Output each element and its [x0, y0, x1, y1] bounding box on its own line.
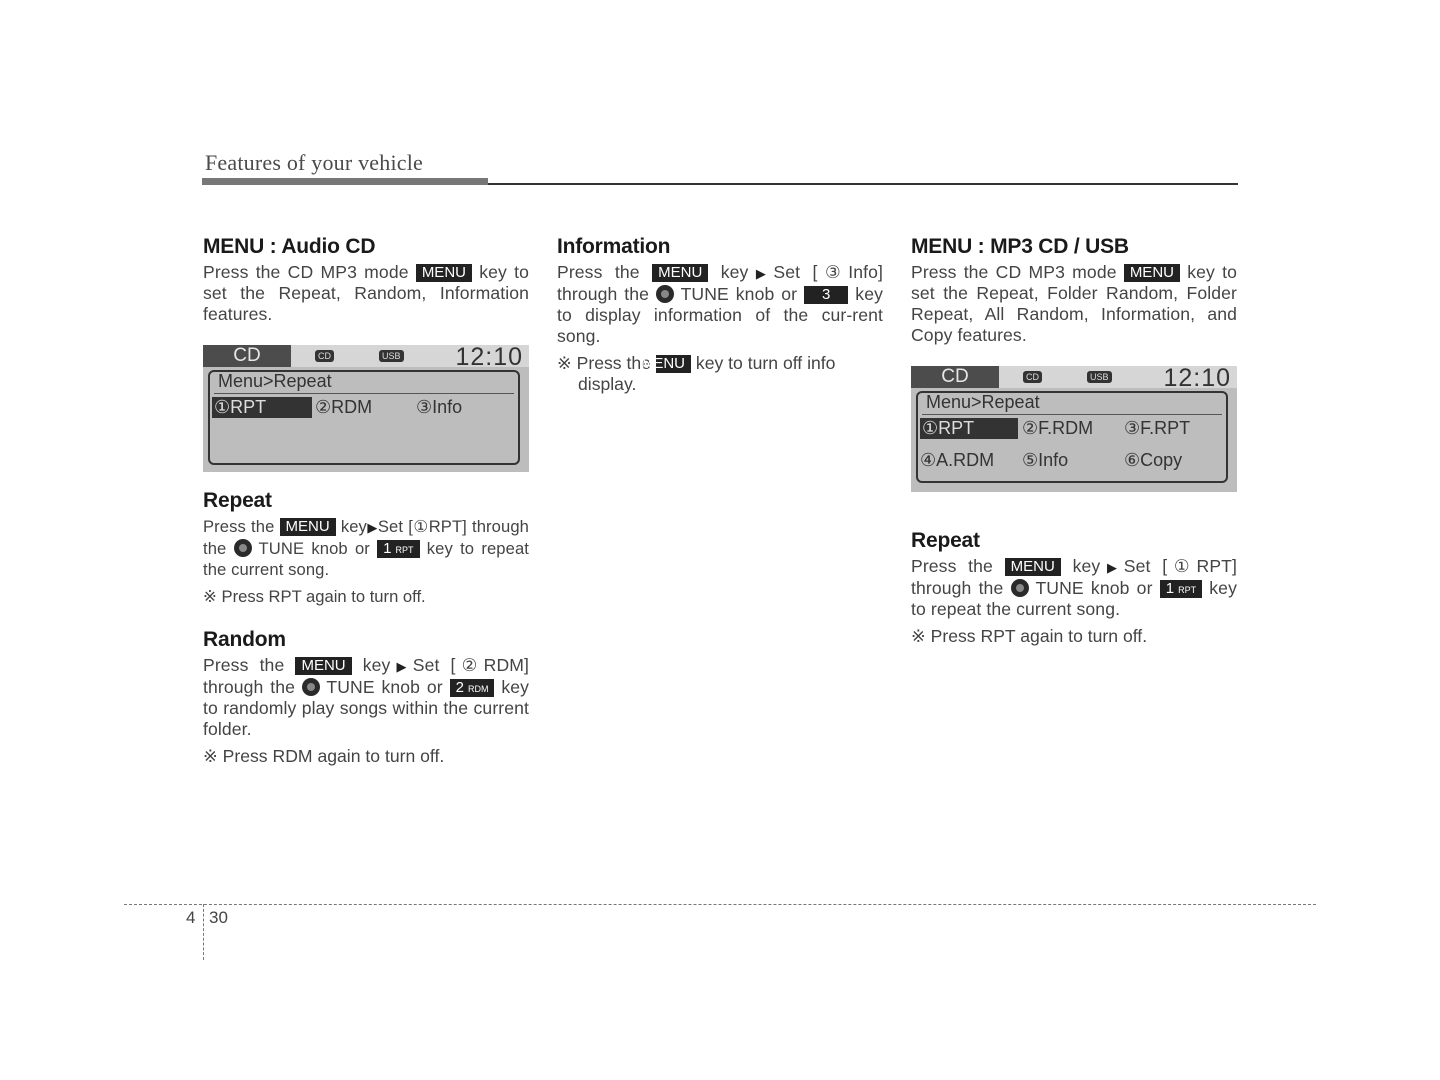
arrow-right-icon: ▶: [1100, 560, 1124, 575]
lcd-divider: [922, 414, 1222, 415]
mp3-intro: Press the CD MP3 mode MENU key to set the Repeat, Folder Random, Folder Repeat, All Random, Information, and Copy features.: [911, 262, 1237, 345]
section-heading-menu-audio-cd: MENU : Audio CD: [203, 235, 376, 258]
usb-tag-icon: USB: [379, 350, 404, 362]
repeat-mp3-instructions: Press the MENU key▶Set [①RPT] through the TUNE knob or 1 RPT key to repeat the current song.: [911, 556, 1237, 619]
lcd-option-rpt: ①RPT: [920, 418, 1018, 439]
menu-key-icon: MENU: [416, 264, 472, 282]
menu-key-icon: MENU: [656, 355, 691, 373]
repeat-instructions: Press the MENU key▶Set [①RPT] through the TUNE knob or 1 RPT key to repeat the current song.: [203, 517, 529, 579]
section-heading-random: Random: [203, 628, 286, 651]
audio-cd-intro: Press the CD MP3 mode MENU key to set the Repeat, Random, Information features.: [203, 262, 529, 324]
lcd-status-bar: [911, 364, 1237, 392]
information-note: ※ Press the MENU key to turn off info display.: [557, 353, 836, 394]
page-chapter-number: 4: [186, 908, 196, 927]
tune-knob-icon: [302, 678, 320, 696]
repeat-note: ※ Press RPT again to turn off.: [203, 587, 426, 606]
lcd-option-frpt: ③F.RPT: [1124, 418, 1191, 438]
lcd-display-audio-cd: [203, 345, 529, 472]
lcd-option-info: ⑤Info: [1022, 450, 1069, 470]
menu-key-icon: MENU: [1005, 558, 1061, 576]
lcd-option-info: ③Info: [416, 397, 463, 417]
cd-tag-icon: CD: [1023, 371, 1042, 383]
lcd-menu-panel: [208, 370, 520, 465]
lcd-option-rdm: ②RDM: [315, 397, 373, 417]
lcd-breadcrumb: Menu>Repeat: [218, 371, 332, 391]
lcd-display-mp3: [911, 366, 1237, 492]
header-rule-thick: [202, 178, 488, 185]
rpt-key-icon: 1 RPT: [377, 540, 419, 558]
section-heading-repeat-mp3: Repeat: [911, 529, 980, 552]
lcd-option-frdm: ②F.RDM: [1022, 418, 1094, 438]
lcd-divider: [214, 393, 514, 394]
menu-key-icon: MENU: [1124, 264, 1180, 282]
lcd-mode: CD: [911, 366, 999, 388]
usb-tag-icon: USB: [1087, 371, 1112, 383]
column-mp3-cd-usb: [911, 232, 1237, 647]
footer-dashed-rule: [124, 904, 1316, 905]
repeat-mp3-note: ※ Press RPT again to turn off.: [911, 626, 1148, 646]
information-instructions: Press the MENU key▶Set [③Info] through the TUNE knob or 3 key to display information of the cur-rent song.: [557, 262, 883, 346]
lcd-clock: 12:10: [1163, 364, 1231, 392]
arrow-right-icon: ▶: [366, 520, 378, 535]
lcd-clock: 12:10: [455, 343, 523, 371]
section-heading-information: Information: [557, 235, 671, 258]
page-number: 30: [209, 908, 228, 927]
lcd-menu-panel: [916, 391, 1228, 483]
random-note: ※ Press RDM again to turn off.: [203, 746, 445, 766]
menu-key-icon: MENU: [280, 518, 336, 536]
rpt-key-icon: 1 RPT: [1160, 580, 1202, 598]
lcd-option-rpt: ①RPT: [212, 397, 312, 418]
menu-key-icon: MENU: [295, 657, 351, 675]
section-heading-menu-mp3: MENU : MP3 CD / USB: [911, 235, 1129, 258]
rdm-key-icon: 2 RDM: [450, 679, 495, 697]
section-heading-repeat: Repeat: [203, 489, 272, 512]
footer-vertical-rule: [203, 904, 204, 960]
column-audio-cd: [203, 232, 529, 767]
arrow-right-icon: ▶: [390, 659, 413, 674]
column-information: [557, 232, 883, 395]
info-key-icon: 3: [804, 286, 848, 304]
header-rule-thin: [488, 183, 1238, 185]
menu-key-icon: MENU: [652, 264, 708, 282]
lcd-status-bar: [203, 343, 529, 371]
lcd-breadcrumb: Menu>Repeat: [926, 392, 1040, 412]
lcd-mode: CD: [203, 345, 291, 367]
random-instructions: Press the MENU key▶Set [②RDM] through the TUNE knob or 2 RDM key to randomly play songs within the current folder.: [203, 655, 530, 739]
page-header-title: Features of your vehicle: [205, 150, 424, 175]
lcd-option-ardm: ④A.RDM: [920, 450, 995, 470]
tune-knob-icon: [234, 539, 252, 557]
cd-tag-icon: CD: [315, 350, 334, 362]
tune-knob-icon: [1011, 579, 1029, 597]
lcd-option-copy: ⑥Copy: [1124, 450, 1183, 470]
tune-knob-icon: [656, 285, 674, 303]
arrow-right-icon: ▶: [748, 266, 774, 281]
